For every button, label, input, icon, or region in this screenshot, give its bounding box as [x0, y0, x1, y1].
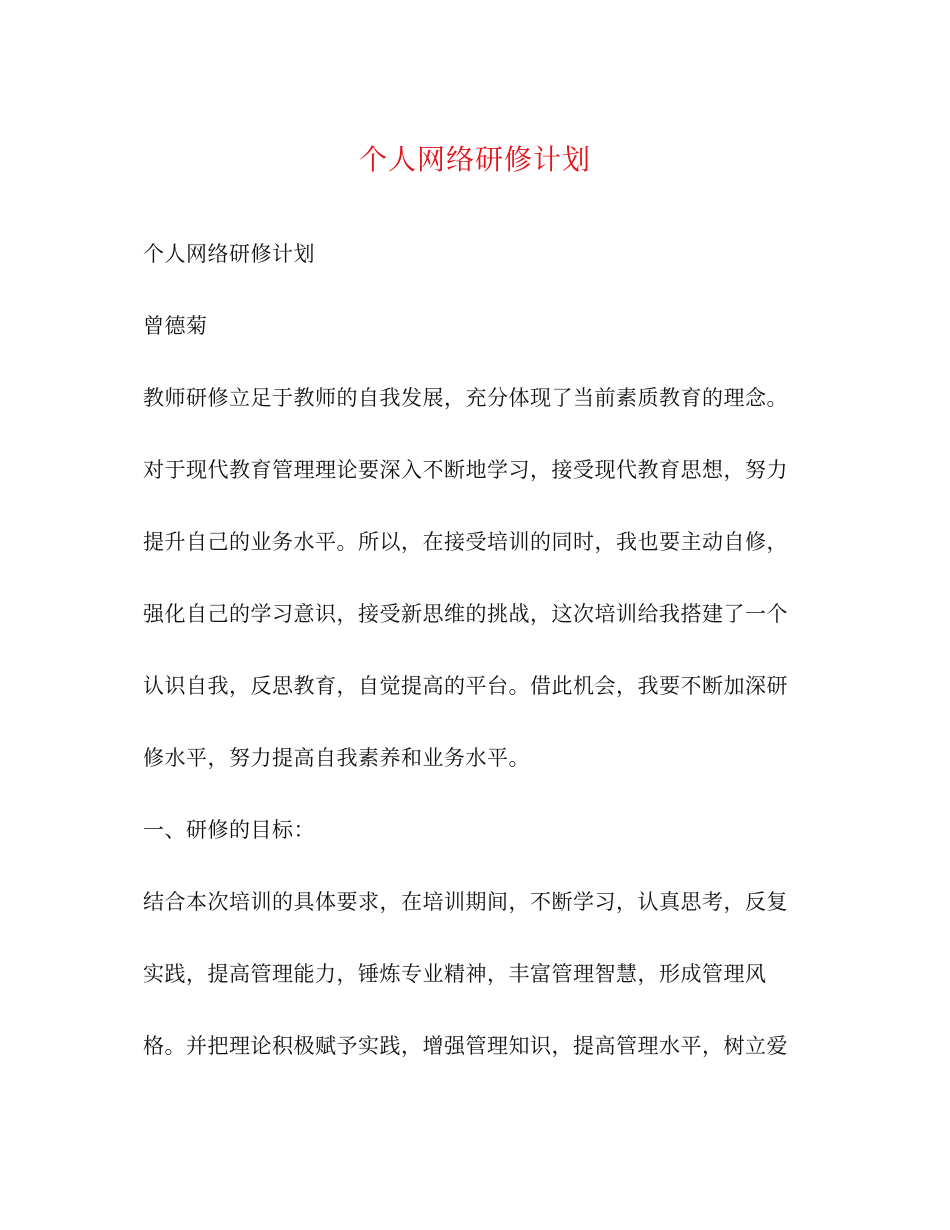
author-line: 曾德菊 — [143, 314, 208, 338]
document-body — [143, 218, 803, 1082]
paragraph-line: 对于现代教育管理理论要深入不断地学习，接受现代教育思想，努力 — [143, 458, 788, 482]
paragraph-line: 强化自己的学习意识，接受新思维的挑战，这次培训给我搭建了一个 — [143, 602, 788, 626]
paragraph-line: 教师研修立足于教师的自我发展，充分体现了当前素质教育的理念。 — [143, 386, 788, 410]
paragraph-line: 认识自我，反思教育，自觉提高的平台。借此机会，我要不断加深研 — [143, 674, 788, 698]
paragraph-line: 提升自己的业务水平。所以，在接受培训的同时，我也要主动自修， — [143, 530, 788, 554]
paragraph-line: 结合本次培训的具体要求，在培训期间，不断学习，认真思考，反复 — [143, 890, 788, 914]
document-title: 个人网络研修计划 — [358, 143, 591, 176]
paragraph-line: 实践，提高管理能力，锤炼专业精神，丰富管理智慧，形成管理风 — [143, 962, 767, 986]
section-heading: 一、研修的目标： — [143, 818, 315, 842]
paragraph-line: 修水平，努力提高自我素养和业务水平。 — [143, 746, 530, 770]
subtitle-line: 个人网络研修计划 — [143, 242, 315, 266]
paragraph-line: 格。并把理论积极赋予实践，增强管理知识，提高管理水平，树立爱 — [143, 1034, 788, 1058]
